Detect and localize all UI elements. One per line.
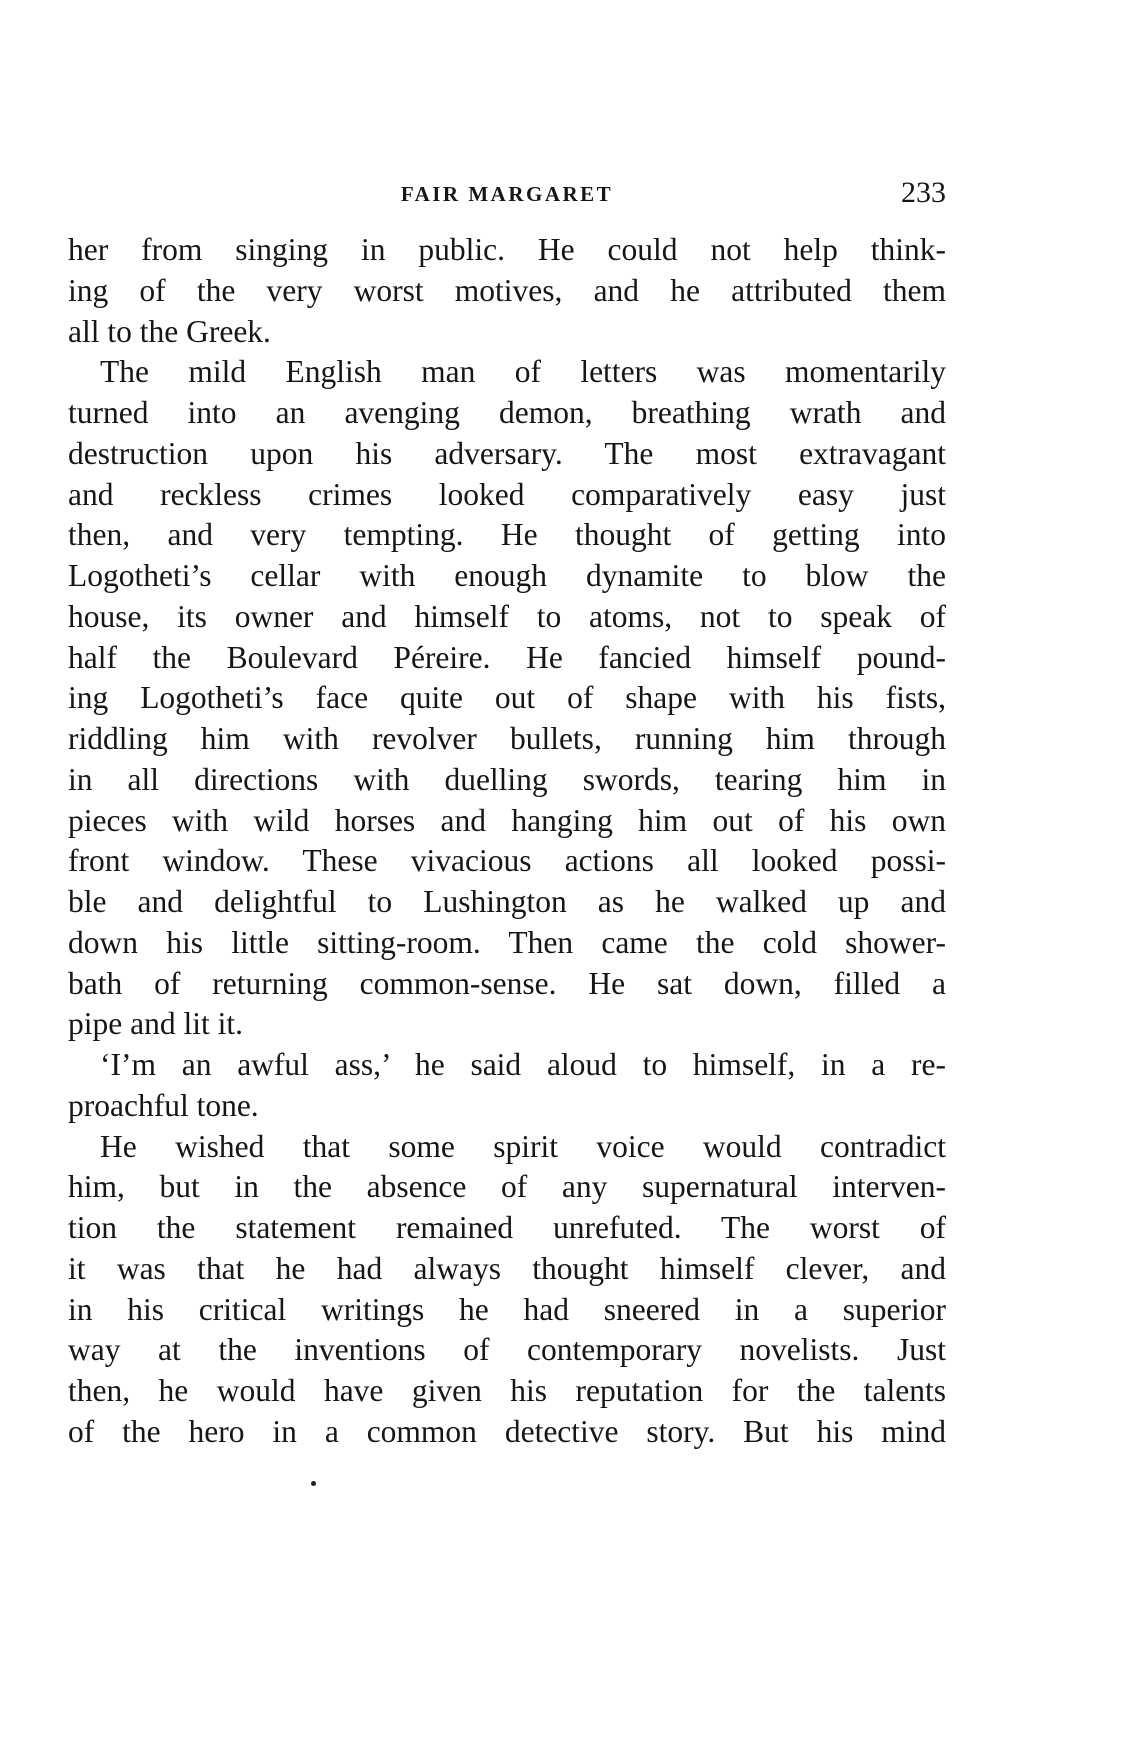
text-line: The mild English man of letters was momentarily [100,354,946,390]
paragraph [68,1127,946,1453]
text-line: ing of the very worst motives, and he attributed them [68,272,946,308]
text-line: of the hero in a common detective story. But his mind [68,1413,946,1449]
paragraph [68,352,946,1045]
text-line: and reckless crimes looked comparatively easy just [68,476,946,512]
text-line: her from singing in public. He could not help think- [68,232,946,267]
text-line: all to the Greek. [68,313,271,349]
text-line: half the Boulevard Péreire. He fancied himself pound- [68,639,946,675]
text-line: ‘I’m an awful ass,’ he said aloud to himself, in a re- [100,1047,946,1082]
text-line: He wished that some spirit voice would contradict [100,1128,946,1164]
text-line: riddling him with revolver bullets, running him through [68,721,946,756]
text-line: Logotheti’s cellar with enough dynamite to blow the [68,558,946,593]
text-line: pieces with wild horses and hanging him out of his own [68,802,946,838]
text-line: it was that he had always thought himself clever, and [68,1250,946,1286]
text-line: in his critical writings he had sneered in a superior [68,1291,946,1327]
text-line: house, its owner and himself to atoms, not to speak of [68,598,946,634]
text-line: tion the statement remained unrefuted. The worst of [68,1210,946,1245]
running-title: FAIR MARGARET [400,182,614,206]
paragraph [68,230,946,352]
text-line: then, and very tempting. He thought of getting into [68,517,946,553]
text-line: ing Logotheti’s face quite out of shape with his fists, [68,680,946,716]
text-line: way at the inventions of contemporary novelists. Just [68,1332,946,1368]
text-line: proachful tone. [68,1087,259,1123]
text-line: him, but in the absence of any supernatural interven- [68,1169,946,1205]
body-text [68,230,946,1453]
text-line: destruction upon his adversary. The most extravagant [68,435,946,471]
text-line: front window. These vivacious actions all looked possi- [68,843,946,879]
text-line: then, he would have given his reputation for the talents [68,1373,946,1408]
text-line: bath of returning common-sense. He sat down, filled a [68,965,946,1001]
printing-speck [311,1481,316,1486]
text-line: in all directions with duelling swords, tearing him in [68,761,946,797]
text-line: down his little sitting-room. Then came the cold shower- [68,924,946,960]
text-line: turned into an avenging demon, breathing wrath and [68,395,946,430]
running-head [68,176,946,210]
text-line: pipe and lit it. [68,1006,243,1042]
text-line: ble and delightful to Lushington as he walked up and [68,884,946,919]
page-number: 233 [901,176,946,209]
paragraph [68,1045,946,1127]
